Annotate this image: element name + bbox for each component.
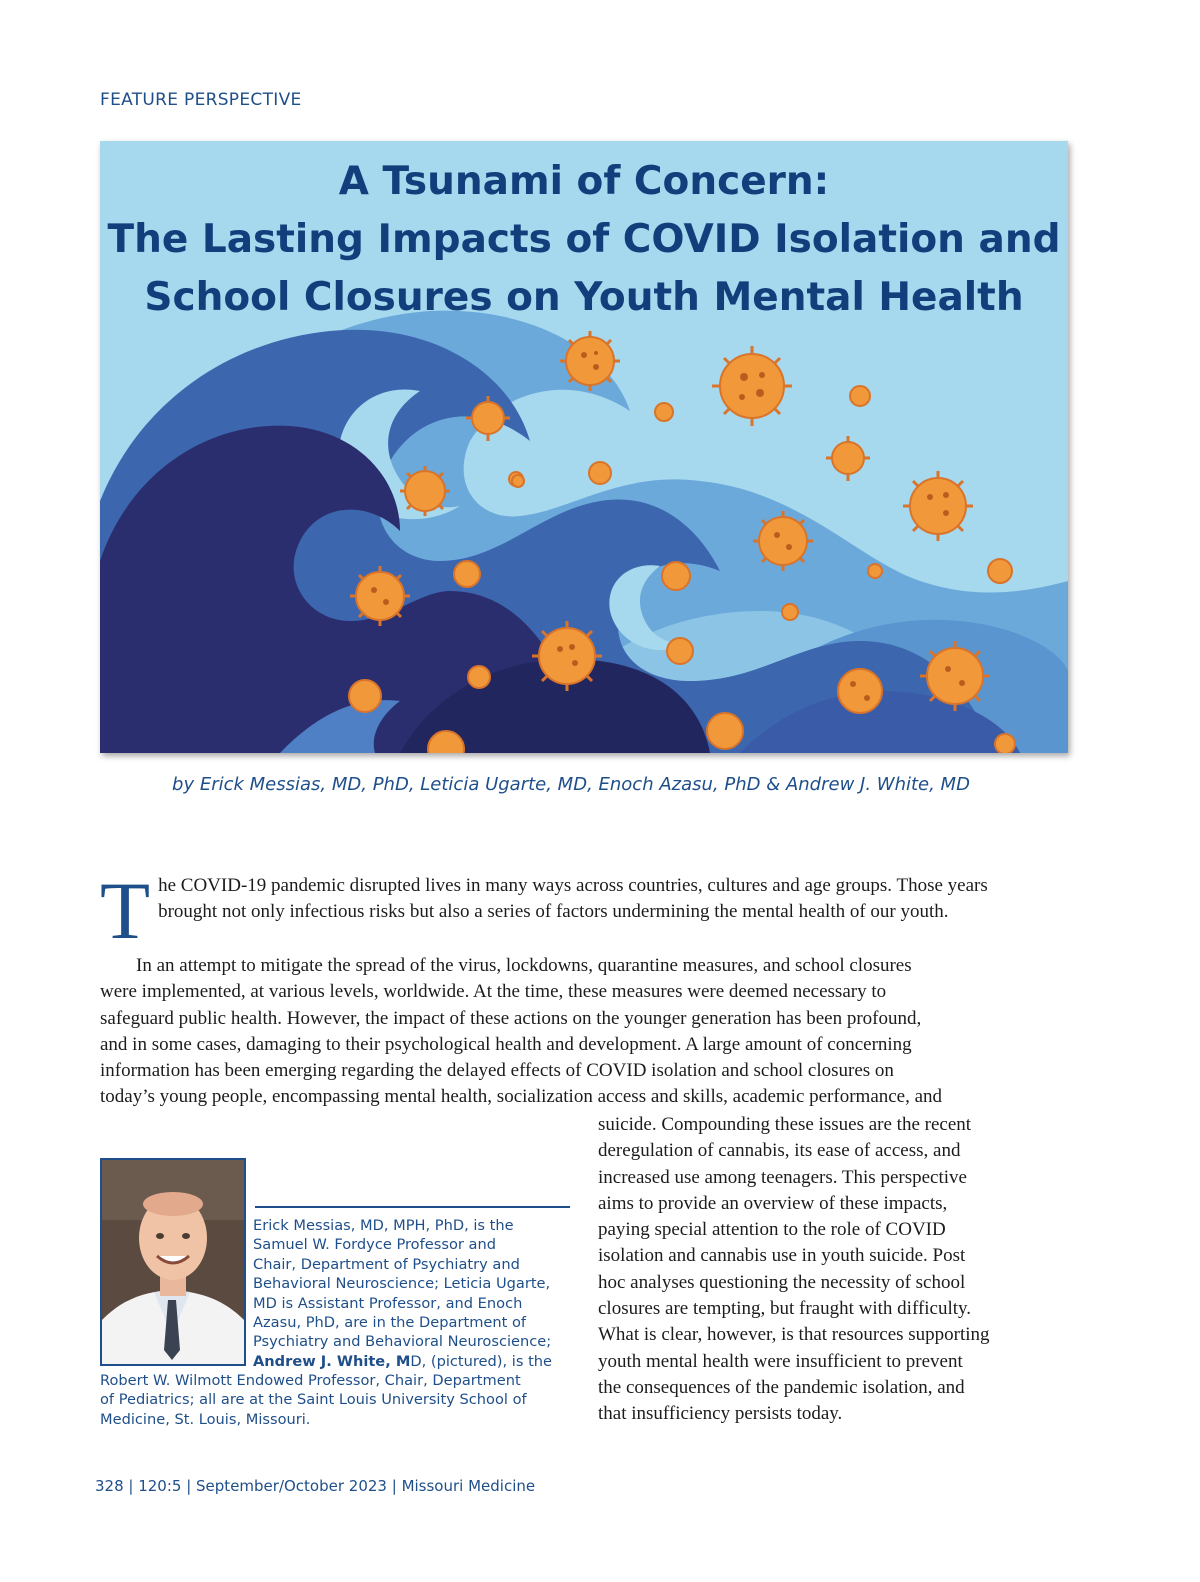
text-line: suicide. Compounding these issues are the recent <box>598 1114 972 1135</box>
bio-line: Chair, Department of Psychiatry and <box>253 1255 520 1273</box>
author-bio <box>253 1216 583 1371</box>
bio-line: of Pediatrics; all are at the Saint Louis University School of <box>100 1391 527 1409</box>
author-portrait <box>102 1160 244 1364</box>
bio-line: Samuel W. Fordyce Professor and <box>253 1236 496 1254</box>
text-line: safeguard public health. However, the impact of these actions on the younger generation has been profound, <box>100 1007 922 1029</box>
text-line: hoc analyses questioning the necessity of school <box>598 1271 966 1293</box>
text-line: increased use among teenagers. This perspective <box>598 1166 967 1188</box>
bio-line <box>253 1352 583 1371</box>
text-line: were implemented, at various levels, worldwide. At the time, these measures were deemed necessary to <box>100 981 887 1003</box>
bio-line: Behavioral Neuroscience; Leticia Ugarte, <box>253 1275 551 1293</box>
text-line: the consequences of the pandemic isolation, and <box>598 1376 965 1398</box>
hero-illustration <box>100 141 1068 753</box>
intro-text: he COVID-19 pandemic disrupted lives in many ways across countries, cultures and age groups. Those years brought not only infectious risks but also a series of factors undermining the mental health of our youth. <box>158 875 988 923</box>
text-line: information has been emerging regarding the delayed effects of COVID isolation and school closures on <box>100 1060 894 1082</box>
byline: by Erick Messias, MD, PhD, Leticia Ugarte, MD, Enoch Azasu, PhD & Andrew J. White, MD <box>172 774 970 795</box>
author-bio-continued <box>100 1371 580 1429</box>
divider <box>255 1206 570 1208</box>
bio-text: D, (pictured), is the <box>410 1352 553 1370</box>
text-line: and in some cases, damaging to their psychological health and development. A large amount of concerning <box>100 1033 912 1055</box>
drop-cap: T <box>100 865 151 956</box>
title-line: A Tsunami of Concern: <box>338 159 830 204</box>
text-line: paying special attention to the role of COVID <box>598 1219 946 1241</box>
intro-paragraph <box>100 865 1000 956</box>
text-line: closures are tempting, but fraught with difficulty. <box>598 1298 972 1320</box>
text-line: today’s young people, encompassing mental health, socialization access and skills, academic performance, and <box>100 1086 943 1108</box>
text-line: youth mental health were insufficient to prevent <box>598 1350 963 1372</box>
bio-line: Erick Messias, MD, MPH, PhD, is the <box>253 1217 514 1234</box>
bio-line: MD is Assistant Professor, and Enoch <box>253 1294 523 1312</box>
body-paragraph <box>100 953 1035 1111</box>
text-line: In an attempt to mitigate the spread of the virus, lockdowns, quarantine measures, and school closures <box>136 955 912 976</box>
text-line: that insufficiency persists today. <box>598 1403 843 1425</box>
section-label: FEATURE PERSPECTIVE <box>100 90 302 110</box>
title-line: The Lasting Impacts of COVID Isolation and <box>107 217 1061 262</box>
bio-line: Azasu, PhD, are in the Department of <box>253 1314 527 1332</box>
bio-line: Robert W. Wilmott Endowed Professor, Chair, Department <box>100 1372 521 1389</box>
text-line: deregulation of cannabis, its ease of access, and <box>598 1140 961 1162</box>
text-line: isolation and cannabis use in youth suicide. Post <box>598 1245 966 1267</box>
title-line: School Closures on Youth Mental Health <box>144 275 1024 320</box>
text-line: What is clear, however, is that resources supporting <box>598 1324 990 1346</box>
bio-bold-name: Andrew J. White, M <box>253 1352 411 1370</box>
bio-line: Psychiatry and Behavioral Neuroscience; <box>253 1333 552 1351</box>
author-photo <box>100 1158 246 1366</box>
page-footer: 328 | 120:5 | September/October 2023 | Missouri Medicine <box>95 1477 536 1495</box>
text-line: aims to provide an overview of these impacts, <box>598 1192 948 1214</box>
body-column <box>598 1112 1038 1428</box>
bio-line: Medicine, St. Louis, Missouri. <box>100 1410 311 1428</box>
article-title <box>100 153 1068 327</box>
